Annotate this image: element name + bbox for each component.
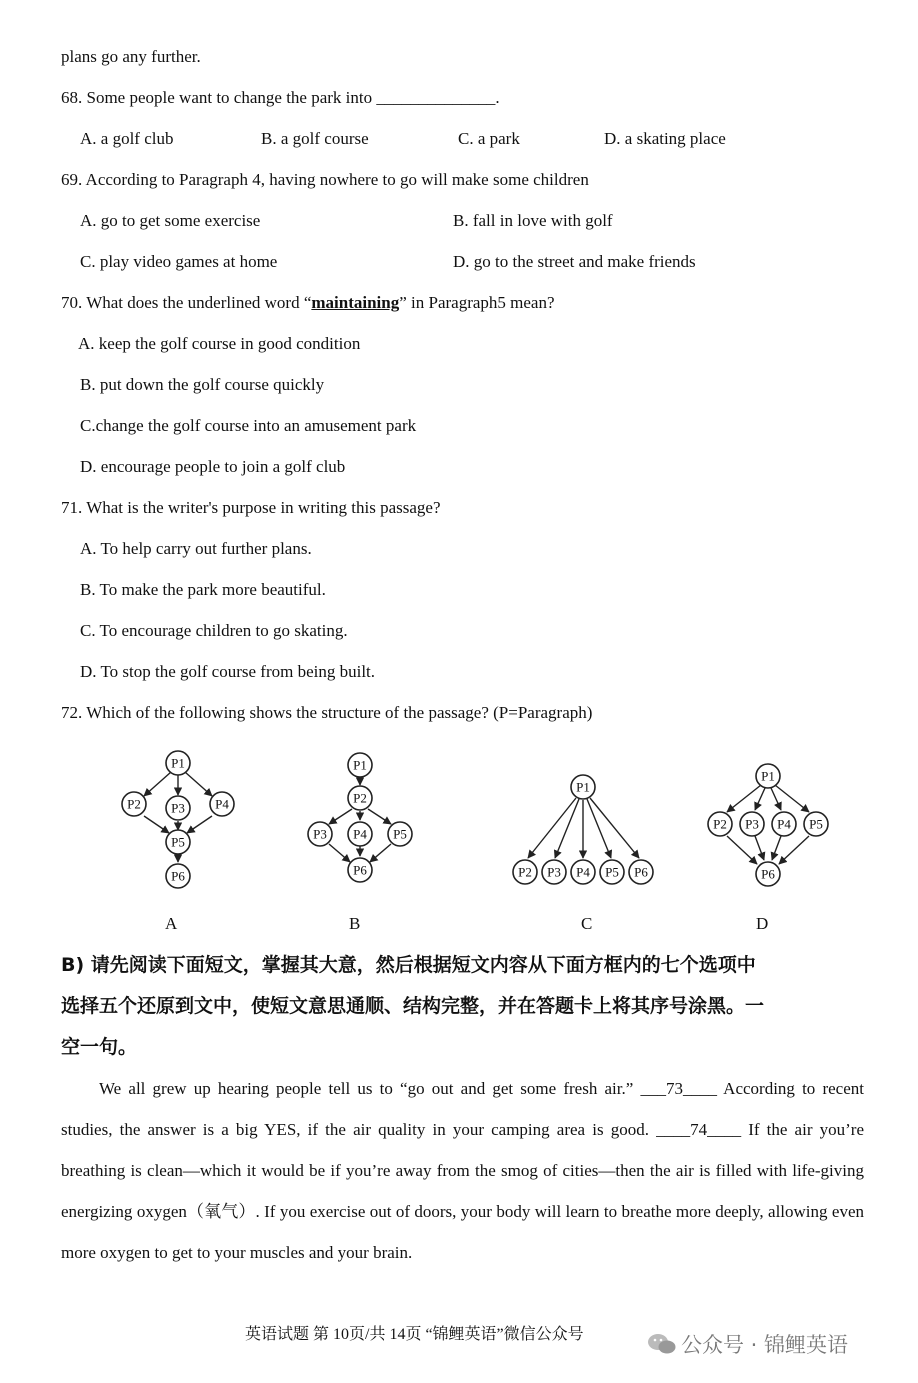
svg-text:P4: P4 xyxy=(353,826,367,842)
q70-text-post: ” in Paragraph5 mean? xyxy=(399,293,555,312)
node-p5 xyxy=(804,812,828,836)
node-p3 xyxy=(308,822,332,846)
q69-option-d: D. go to the street and make friends xyxy=(453,252,696,271)
svg-text:P5: P5 xyxy=(393,826,407,842)
wechat-icon xyxy=(647,1333,677,1355)
q68-option-b: B. a golf course xyxy=(261,129,369,148)
q68-option-c: C. a park xyxy=(458,129,520,148)
node-p2 xyxy=(122,792,146,816)
q70-text-pre: 70. What does the underlined word “ xyxy=(61,293,312,312)
node-p3 xyxy=(542,860,566,884)
svg-text:P6: P6 xyxy=(353,862,367,878)
node-p4 xyxy=(772,812,796,836)
node-p1 xyxy=(571,775,595,799)
svg-text:P4: P4 xyxy=(215,796,229,812)
svg-text:P2: P2 xyxy=(353,790,367,806)
section-b-instruction-3: 空一句。 xyxy=(61,1036,138,1058)
structure-diagram-a xyxy=(110,744,250,894)
q69-option-c: C. play video games at home xyxy=(80,252,278,271)
node-p5 xyxy=(388,822,412,846)
svg-text:P4: P4 xyxy=(777,816,791,832)
svg-text:P2: P2 xyxy=(518,864,532,880)
page-footer: 英语试题 第 10页/共 14页 “锦鲤英语”微信公众号 xyxy=(245,1326,584,1343)
node-p6 xyxy=(348,858,372,882)
node-p3 xyxy=(166,796,190,820)
svg-text:P2: P2 xyxy=(713,816,727,832)
watermark xyxy=(647,1329,848,1359)
svg-text:P3: P3 xyxy=(171,800,185,816)
question-69: 69. According to Paragraph 4, having nowhere to go will make some children xyxy=(61,170,589,189)
section-b-instruction-1: B) 请先阅读下面短文，掌握其大意，然后根据短文内容从下面方框内的七个选项中 xyxy=(61,954,756,976)
continued-text: plans go any further. xyxy=(61,47,201,66)
node-p1 xyxy=(348,753,372,777)
svg-text:P3: P3 xyxy=(745,816,759,832)
q71-option-b: B. To make the park more beautiful. xyxy=(80,580,326,599)
node-p4 xyxy=(348,822,372,846)
svg-text:P6: P6 xyxy=(171,868,185,884)
svg-text:P1: P1 xyxy=(353,757,367,773)
node-p2 xyxy=(708,812,732,836)
svg-text:P2: P2 xyxy=(127,796,141,812)
q71-option-a: A. To help carry out further plans. xyxy=(80,539,312,558)
node-p6 xyxy=(629,860,653,884)
q69-option-b: B. fall in love with golf xyxy=(453,211,613,230)
node-p1 xyxy=(756,764,780,788)
q70-option-d: D. encourage people to join a golf club xyxy=(80,457,346,476)
svg-text:P3: P3 xyxy=(313,826,327,842)
svg-text:P4: P4 xyxy=(576,864,590,880)
node-p6 xyxy=(756,862,780,886)
node-p4 xyxy=(571,860,595,884)
q69-option-a: A. go to get some exercise xyxy=(80,211,261,230)
node-p5 xyxy=(166,830,190,854)
passage-paragraph: We all grew up hearing people tell us to “go out and get some fresh air.” ___73____ According to recent studies, the answer is a big YES, if the air quality in your camping area is good. ____74____ If the air you’re breathing is clean—which it would be if you’re away from the smog of cities—then the air is filled with life-giving energizing oxygen（氧气）. If you exercise out of doors, your body will learn to breathe more deeply, allowing even more oxygen to get to your muscles and your brain. xyxy=(61,1079,864,1262)
q71-option-c: C. To encourage children to go skating. xyxy=(80,621,348,640)
question-70 xyxy=(61,292,555,314)
q68-option-a: A. a golf club xyxy=(80,129,174,148)
diagram-label-a: A xyxy=(165,914,178,933)
svg-text:P1: P1 xyxy=(171,755,185,771)
q68-option-d: D. a skating place xyxy=(604,129,726,148)
q70-option-b: B. put down the golf course quickly xyxy=(80,375,325,394)
node-p4 xyxy=(210,792,234,816)
q71-option-d: D. To stop the golf course from being built. xyxy=(80,662,376,681)
structure-diagram-b xyxy=(292,744,432,894)
svg-text:P6: P6 xyxy=(761,866,775,882)
svg-text:P5: P5 xyxy=(809,816,823,832)
question-68: 68. Some people want to change the park into ______________. xyxy=(61,88,500,107)
q70-option-c: C.change the golf course into an amusement park xyxy=(80,416,417,435)
underlined-word: maintaining xyxy=(311,293,400,312)
q70-option-a: A. keep the golf course in good condition xyxy=(78,334,361,353)
svg-text:P5: P5 xyxy=(171,834,185,850)
question-72: 72. Which of the following shows the structure of the passage? (P=Paragraph) xyxy=(61,703,593,722)
question-71: 71. What is the writer's purpose in writing this passage? xyxy=(61,498,441,517)
svg-text:P5: P5 xyxy=(605,864,619,880)
svg-text:P3: P3 xyxy=(547,864,561,880)
node-p6 xyxy=(166,864,190,888)
diagram-label-b: B xyxy=(349,914,361,933)
node-p1 xyxy=(166,751,190,775)
structure-diagram-d xyxy=(700,744,840,894)
diagram-label-d: D xyxy=(756,914,769,933)
diagram-label-c: C xyxy=(581,914,593,933)
node-p2 xyxy=(348,786,372,810)
node-p5 xyxy=(600,860,624,884)
structure-diagram-c xyxy=(500,744,670,894)
svg-text:P6: P6 xyxy=(634,864,648,880)
svg-text:P1: P1 xyxy=(576,779,590,795)
node-p2 xyxy=(513,860,537,884)
svg-text:P1: P1 xyxy=(761,768,775,784)
watermark-text: 公众号 · 锦鲤英语 xyxy=(681,1333,849,1357)
node-p3 xyxy=(740,812,764,836)
section-b-instruction-2: 选择五个还原到文中，使短文意思通顺、结构完整，并在答题卡上将其序号涂黑。一 xyxy=(61,995,765,1017)
